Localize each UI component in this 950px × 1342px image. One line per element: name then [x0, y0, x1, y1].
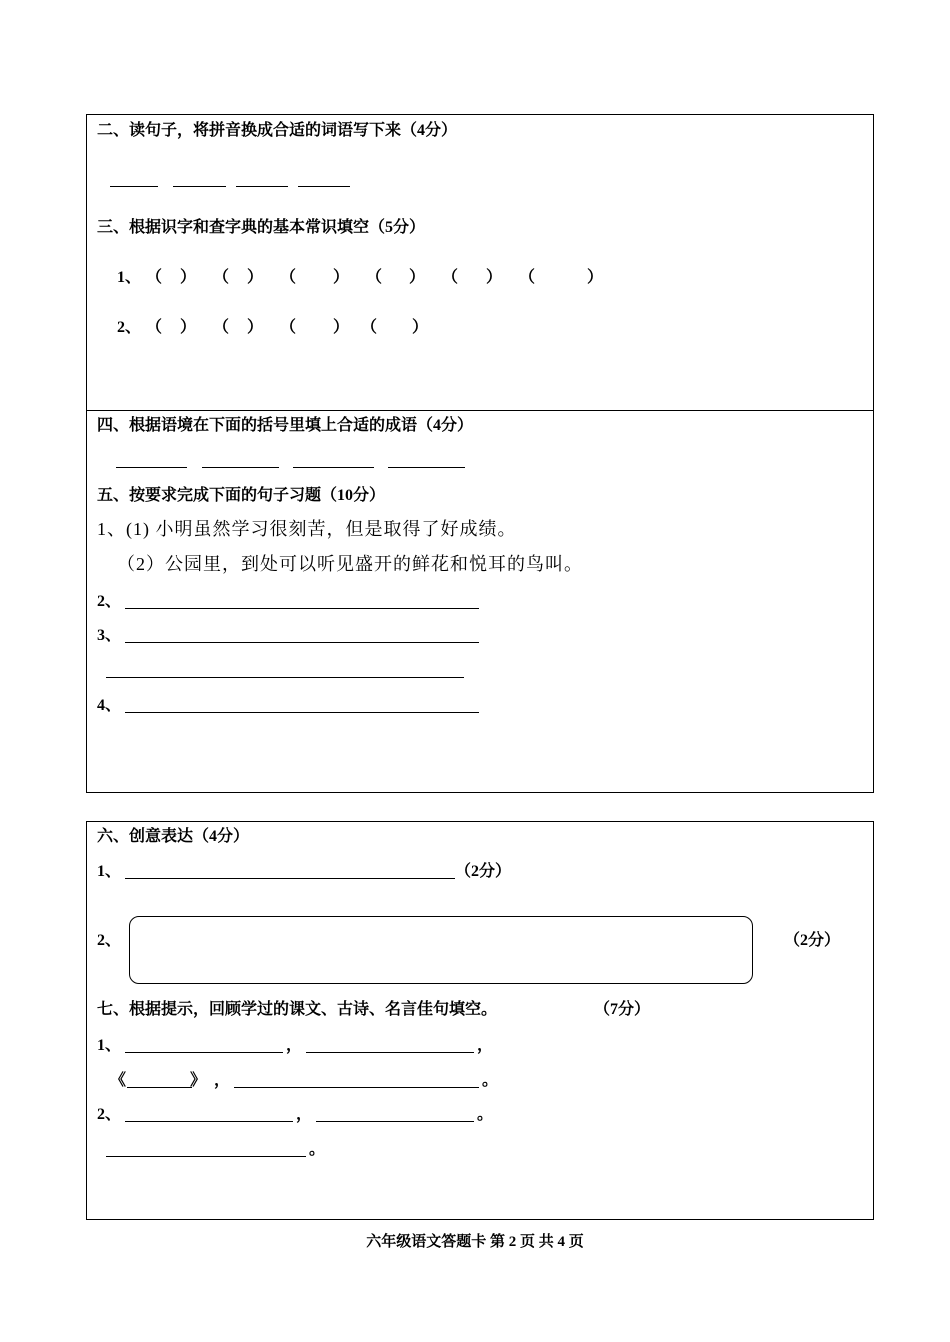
paren-close: ）: [486, 269, 503, 286]
period: 。: [309, 1141, 326, 1158]
answer-line[interactable]: [116, 467, 187, 468]
item-label: 2、: [97, 1106, 122, 1123]
answer-line[interactable]: [236, 186, 288, 187]
answer-line[interactable]: [293, 467, 374, 468]
paren-close: ）: [587, 269, 604, 286]
paren-open: （: [361, 319, 378, 336]
section-4-title: 四、根据语境在下面的括号里填上合适的成语（4分）: [97, 417, 474, 434]
answer-line[interactable]: [173, 186, 226, 187]
score-label: （2分）: [455, 863, 512, 880]
comma: ，: [477, 1037, 494, 1054]
paren-close: ）: [247, 269, 264, 286]
section-divider: [86, 410, 874, 411]
section-5-title: 五、按要求完成下面的句子习题（10分）: [97, 487, 386, 504]
paren-close: ）: [333, 319, 350, 336]
period: 。: [482, 1072, 499, 1089]
item-label: 4、: [97, 697, 122, 714]
page-footer: 六年级语文答题卡 第 2 页 共 4 页: [366, 1234, 584, 1250]
answer-line[interactable]: [234, 1087, 479, 1088]
paren-open: （: [213, 269, 230, 286]
item-label: 1、: [97, 1037, 122, 1054]
answer-line[interactable]: [298, 186, 350, 187]
comma: ，: [296, 1106, 313, 1123]
answer-line[interactable]: [316, 1121, 474, 1122]
paren-open: （: [280, 319, 297, 336]
item-label: 2、: [97, 932, 122, 949]
answer-line[interactable]: [125, 1052, 283, 1053]
section-2-title: 二、读句子，将拼音换成合适的词语写下来（4分）: [97, 122, 458, 139]
section-3-title: 三、根据识字和查字典的基本常识填空（5分）: [97, 219, 426, 236]
answer-line[interactable]: [106, 1156, 306, 1157]
paren-open: （: [519, 269, 536, 286]
row-label: 2、: [117, 319, 142, 336]
paren-close: ）: [412, 319, 429, 336]
answer-line[interactable]: [125, 1121, 293, 1122]
paren-close: ）: [333, 269, 350, 286]
item-label: 2、: [97, 593, 122, 610]
period: 。: [477, 1106, 494, 1123]
row-label: 1、: [117, 269, 142, 286]
creative-answer-box[interactable]: [129, 916, 753, 984]
item-label: 3、: [97, 627, 122, 644]
book-title-close: 》: [190, 1072, 207, 1089]
paren-open: （: [213, 319, 230, 336]
answer-line[interactable]: [388, 467, 465, 468]
comma: ，: [286, 1037, 303, 1054]
answer-line[interactable]: [106, 677, 464, 678]
paren-open: （: [442, 269, 459, 286]
book-title-open: 《: [110, 1072, 127, 1089]
paren-open: （: [366, 269, 383, 286]
section-7-title: 七、根据提示，回顾学过的课文、古诗、名言佳句填空。: [97, 1001, 498, 1018]
comma: ，: [214, 1072, 231, 1089]
answer-line[interactable]: [202, 467, 279, 468]
paren-open: （: [280, 269, 297, 286]
sentence-2: （2）公园里，到处可以听见盛开的鲜花和悦耳的鸟叫。: [117, 554, 583, 574]
item-label: 1、: [97, 863, 122, 880]
answer-line[interactable]: [125, 712, 479, 713]
answer-box-upper: [86, 114, 874, 793]
paren-open: （: [146, 269, 163, 286]
paren-open: （: [146, 319, 163, 336]
answer-line[interactable]: [127, 1087, 192, 1088]
answer-line[interactable]: [125, 642, 479, 643]
answer-line[interactable]: [306, 1052, 474, 1053]
answer-line[interactable]: [125, 878, 455, 879]
section-6-title: 六、创意表达（4分）: [97, 828, 250, 845]
paren-close: ）: [247, 319, 264, 336]
score-label: （2分）: [784, 932, 841, 949]
score-label: （7分）: [594, 1001, 651, 1018]
paren-close: ）: [180, 269, 197, 286]
sentence-1: 1、(1) 小明虽然学习很刻苦，但是取得了好成绩。: [97, 519, 517, 539]
paren-close: ）: [409, 269, 426, 286]
answer-line[interactable]: [125, 608, 479, 609]
answer-line[interactable]: [110, 186, 158, 187]
paren-close: ）: [180, 319, 197, 336]
